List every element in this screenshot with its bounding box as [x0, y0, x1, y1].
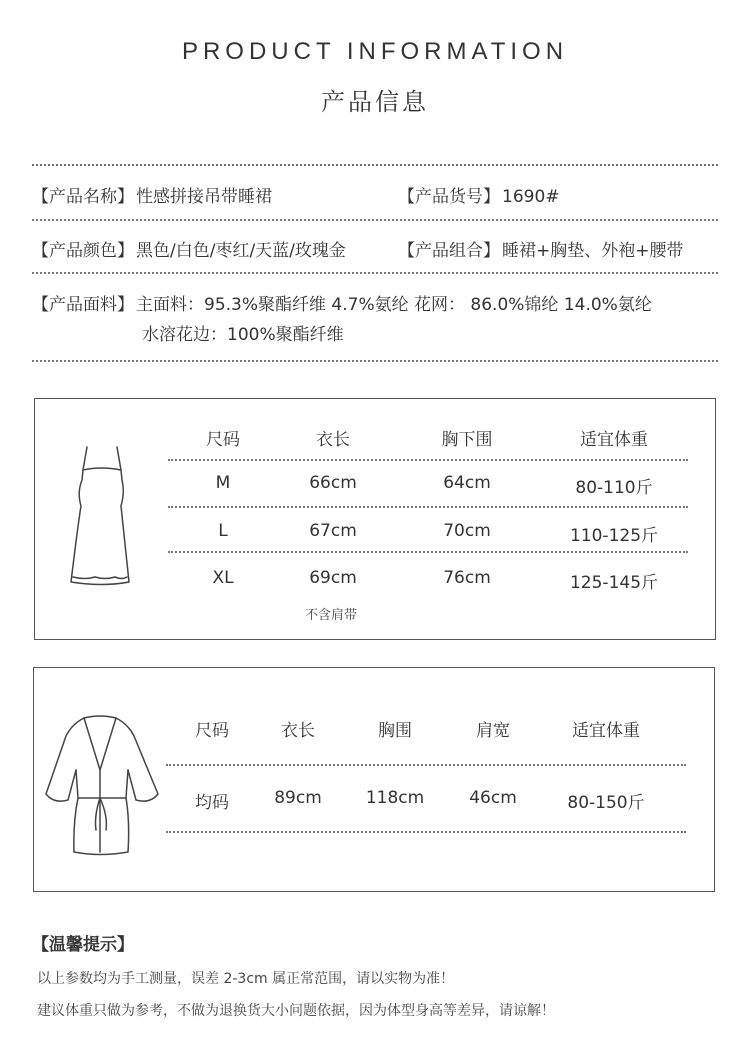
product-fabric-label: 【产品面料】: [32, 295, 134, 315]
tip-line-2: 建议体重只做为参考，不做为退换货大小问题依据，因为体型身高等差异，请谅解！: [37, 1003, 555, 1019]
product-fabric-line-1: 主面料：95.3%聚酯纤维 4.7%氨纶 花网： 86.0%锦纶 14.0%氨纶: [136, 295, 652, 315]
dress-header-length: 衣长: [316, 430, 350, 450]
dress-row-weight: 80-110斤: [575, 478, 653, 498]
dress-row-size: L: [218, 521, 228, 541]
slip-dress-icon: [65, 444, 145, 589]
page-title-chinese: 产品信息: [321, 88, 429, 116]
dress-header-underbust: 胸下围: [441, 430, 493, 450]
divider: [32, 360, 718, 362]
product-combo-row: [398, 236, 684, 261]
robe-row-chest: 118cm: [365, 788, 425, 808]
dress-row-size: M: [215, 473, 231, 493]
robe-icon: [42, 712, 166, 857]
robe-row-weight: 80-150斤: [567, 793, 645, 813]
product-sku-row: [398, 182, 560, 207]
product-fabric-row: [32, 290, 652, 315]
page-title-english: PRODUCT INFORMATION: [181, 38, 569, 65]
divider: [32, 219, 718, 221]
dress-table-divider: [168, 506, 688, 508]
product-name-value: 性感拼接吊带睡裙: [136, 187, 272, 207]
product-color-value: 黑色/白色/枣红/天蓝/玫瑰金: [136, 241, 346, 261]
product-color-label: 【产品颜色】: [32, 241, 134, 261]
robe-table-divider: [166, 764, 686, 766]
dress-size-box: [34, 398, 716, 640]
tips-title: 【温馨提示】: [32, 935, 134, 955]
robe-size-box: [33, 667, 715, 892]
divider: [32, 164, 718, 166]
dress-table-divider: [168, 551, 688, 553]
product-combo-value: 睡裙+胸垫、外袍+腰带: [502, 241, 684, 261]
dress-header-weight: 适宜体重: [580, 430, 648, 450]
strap-note: 不含肩带: [305, 608, 358, 623]
dress-row-weight: 125-145斤: [569, 573, 659, 593]
robe-table-divider: [166, 831, 686, 833]
product-sku-label: 【产品货号】: [398, 187, 500, 207]
robe-header-length: 衣长: [281, 721, 315, 741]
robe-row-shoulder: 46cm: [469, 788, 517, 808]
dress-row-length: 67cm: [309, 521, 357, 541]
product-name-row: [32, 182, 272, 207]
product-sku-value: 1690#: [502, 187, 560, 207]
robe-row-size: 均码: [195, 793, 229, 813]
robe-header-weight: 适宜体重: [572, 721, 640, 741]
dress-row-length: 66cm: [309, 473, 357, 493]
dress-header-size: 尺码: [206, 430, 240, 450]
dress-row-size: XL: [212, 568, 234, 588]
robe-header-shoulder: 肩宽: [476, 721, 510, 741]
dress-row-length: 69cm: [309, 568, 357, 588]
divider: [32, 272, 718, 274]
product-name-label: 【产品名称】: [32, 187, 134, 207]
dress-row-weight: 110-125斤: [569, 526, 659, 546]
robe-row-length: 89cm: [274, 788, 322, 808]
robe-header-chest: 胸围: [378, 721, 412, 741]
product-color-row: [32, 236, 346, 261]
dress-row-underbust: 70cm: [443, 521, 491, 541]
dress-row-underbust: 64cm: [443, 473, 491, 493]
dress-row-underbust: 76cm: [443, 568, 491, 588]
tip-line-1: 以上参数均为手工测量，误差 2-3cm 属正常范围，请以实物为准！: [37, 971, 455, 987]
product-combo-label: 【产品组合】: [398, 241, 500, 261]
dress-table-divider: [168, 459, 688, 461]
robe-header-size: 尺码: [195, 721, 229, 741]
product-fabric-line-2: 水溶花边：100%聚酯纤维: [142, 325, 344, 345]
